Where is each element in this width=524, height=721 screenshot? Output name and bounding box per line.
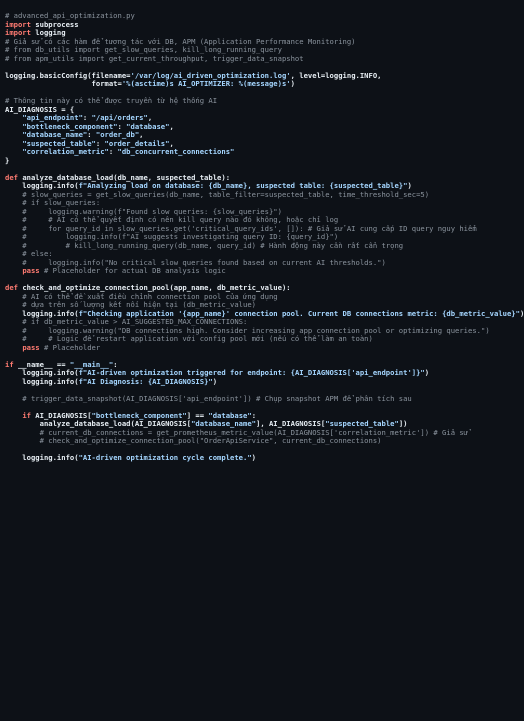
code-token-bold: logging.basicConfig(filename= xyxy=(5,70,131,80)
code-line xyxy=(5,21,479,30)
code-token-keyword: import xyxy=(5,28,36,37)
code-token-bold: } xyxy=(5,155,10,165)
code-line xyxy=(5,242,479,251)
code-token-string: "bottleneck_component" xyxy=(91,410,187,420)
code-token-comment: # Placeholder for actual DB analysis logic xyxy=(39,266,226,275)
code-token-keyword: def xyxy=(5,283,23,292)
code-line xyxy=(5,157,479,166)
code-token-comment: # # kill_long_running_query(db_name, query_id) # Hành động này cần rất cẩn trọng xyxy=(5,240,404,250)
code-line xyxy=(5,437,479,446)
code-token-bold: logging.info( xyxy=(5,453,79,462)
code-token-bold: ) xyxy=(424,368,430,377)
code-token-bold: format= xyxy=(5,79,122,88)
code-line xyxy=(5,395,479,404)
code-token-bold: , xyxy=(169,138,174,148)
code-token-comment: # logging.info("No critical slow queries found based on current AI thresholds.") xyxy=(5,257,386,267)
code-token-plain xyxy=(5,266,22,275)
code-token-comment: # if db_metric_value > AI_SUGGESTED_MAX_CONNECTIONS: xyxy=(5,317,248,326)
code-token-comment: # Placeholder xyxy=(39,342,101,352)
code-token-comment: # Giả sử có các hàm để tương tác với DB, APM (Application Performance Monitoring) xyxy=(5,36,356,46)
code-token-bold: ) xyxy=(407,181,412,190)
code-token-keyword: if xyxy=(5,359,18,369)
code-token-keyword: pass xyxy=(22,342,40,352)
code-token-bold: (db_name, suspected_table): xyxy=(113,172,231,182)
code-block[interactable] xyxy=(5,11,524,463)
code-token-bold: : xyxy=(82,113,92,122)
code-token-string: "database_name" xyxy=(191,419,256,428)
code-token-comment: # else: xyxy=(5,249,53,258)
code-token-bold: ) xyxy=(290,79,295,88)
code-token-comment: # # AI có thể quyết định có nên kill query nào đó không, hoặc chỉ log xyxy=(5,215,339,224)
code-token-string: f"Checking application '{app_name}' connection pool. Current DB connections metric: {db_metric_value}" xyxy=(78,308,520,318)
code-line xyxy=(5,97,479,106)
code-line xyxy=(5,55,479,64)
code-token-comment: # AI có thể đề xuất điều chỉnh connection pool của ứng dụng xyxy=(5,291,278,301)
code-token-bold: , xyxy=(169,121,174,131)
code-token-string: "database" xyxy=(208,410,252,420)
code-token-bold: : xyxy=(108,147,118,156)
code-token-string: "__main__" xyxy=(69,359,114,369)
code-token-comment: # trigger_data_snapshot(AI_DIAGNOSIS['api_endpoint']) # Chụp snapshot APM để phân tích sau xyxy=(5,393,412,403)
code-token-bold: ] == xyxy=(186,410,209,420)
code-token-bold: (app_name, db_metric_value): xyxy=(169,283,291,292)
code-token-bold: ) xyxy=(251,453,256,462)
code-token-string: "bottleneck_component" xyxy=(22,121,118,131)
code-token-comment: # dựa trên số lượng kết nối hiện tại (db_metric_value) xyxy=(5,300,256,309)
code-token-bold: AI_DIAGNOSIS = { xyxy=(5,104,75,114)
code-token-bold: analyze_database_load xyxy=(22,172,114,182)
code-token-bold: __name__ == xyxy=(17,359,70,369)
code-token-bold: : xyxy=(95,138,105,148)
code-token-bold: : xyxy=(117,121,127,131)
code-token-bold: ) xyxy=(212,376,218,386)
code-token-comment: # logging.warning(f"Found slow queries: {slow_queries}") xyxy=(5,206,282,216)
code-token-string: "database_name" xyxy=(22,130,88,139)
code-token-bold: logging.info( xyxy=(5,181,79,190)
code-token-string: "/api/orders" xyxy=(91,113,148,122)
code-token-string: "suspected_table" xyxy=(22,138,96,148)
code-token-bold: check_and_optimize_connection_pool xyxy=(22,283,170,292)
code-token-bold: ], AI_DIAGNOSIS[ xyxy=(256,419,326,428)
code-token-comment: # advanced_api_optimization.py xyxy=(5,11,135,20)
code-token-string: f"AI Diagnosis: {AI_DIAGNOSIS}" xyxy=(78,376,213,386)
code-token-string: '/var/log/ai_driven_optimization.log' xyxy=(130,70,291,80)
code-token-bold: logging.info( xyxy=(5,308,79,318)
code-token-bold: , xyxy=(139,130,144,139)
code-token-string: "db_concurrent_connections" xyxy=(117,147,235,156)
code-token-string: "order_db" xyxy=(95,130,140,139)
code-token-bold: , level=logging.INFO, xyxy=(290,70,382,80)
code-token-bold: logging.info( xyxy=(5,376,79,386)
code-token-keyword: def xyxy=(5,172,23,182)
code-token-bold: analyze_database_load(AI_DIAGNOSIS[ xyxy=(5,419,192,428)
code-line xyxy=(5,267,479,276)
code-token-comment: # for query_id in slow_queries.get('critical_query_ids', []): # Giả sử AI cung cấp ID query nguy hiểm xyxy=(5,223,477,233)
code-token-bold: ]) xyxy=(398,419,408,428)
code-token-bold: ) xyxy=(519,308,524,318)
code-token-keyword: if xyxy=(22,410,36,420)
code-token-comment: # # Logic để restart application với config pool mới (nếu có thể làm an toàn) xyxy=(5,334,373,343)
code-token-comment: # from db_utils import get_slow_queries, kill_long_running_query xyxy=(5,45,282,54)
code-token-string: "order_details" xyxy=(104,138,170,148)
code-token-comment: # logging.warning("DB connections high. Consider increasing app connection pool or optimizing queries.") xyxy=(5,325,490,335)
code-token-bold: : xyxy=(87,130,96,139)
code-token-bold: : xyxy=(251,410,257,420)
code-token-keyword: pass xyxy=(22,266,40,275)
code-token-bold: subprocess xyxy=(35,19,79,29)
code-line xyxy=(5,344,479,353)
code-token-comment: # current_db_connections = get_prometheus_metric_value(AI_DIAGNOSIS['correlation_metric']) # Giả sử xyxy=(5,427,469,437)
code-line xyxy=(5,378,479,387)
code-token-bold: logging.info( xyxy=(5,368,79,377)
code-line xyxy=(5,454,479,463)
code-token-string: "api_endpoint" xyxy=(22,113,83,122)
code-token-string: '%(asctime)s AI_OPTIMIZER: %(message)s' xyxy=(121,79,291,88)
code-token-bold: , xyxy=(147,113,153,122)
code-token-bold: logging xyxy=(35,28,66,37)
code-token-comment: # check_and_optimize_connection_pool("OrderApiService", current_db_connections) xyxy=(5,436,382,445)
code-token-string: "database" xyxy=(126,121,170,131)
code-token-string: "AI-driven optimization cycle complete." xyxy=(78,453,252,462)
code-token-comment: # if slow_queries: xyxy=(5,198,101,207)
code-token-string: "correlation_metric" xyxy=(22,147,109,156)
code-line xyxy=(5,80,479,89)
code-token-comment: # Thông tin này có thể được truyền từ hệ thống AI xyxy=(5,96,218,105)
code-token-plain xyxy=(5,343,22,352)
code-token-comment: # logging.info(f"AI suggests investigating query ID: {query_id}") xyxy=(5,232,339,241)
code-token-keyword: import xyxy=(5,19,36,29)
code-token-comment: # slow_queries = get_slow_queries(db_name, table_filter=suspected_table, time_threshold_sec=5) xyxy=(5,189,430,199)
code-line xyxy=(5,148,479,157)
code-token-string: "suspected_table" xyxy=(325,419,399,428)
code-token-bold: : xyxy=(113,359,118,369)
code-token-bold: AI_DIAGNOSIS[ xyxy=(35,410,92,420)
code-token-string: f"Analyzing load on database: {db_name}, suspected table: {suspected_table}" xyxy=(78,181,408,190)
code-token-comment: # from apm_utils import get_current_throughput, trigger_data_snapshot xyxy=(5,53,304,63)
code-token-string: f"AI-driven optimization triggered for endpoint: {AI_DIAGNOSIS['api_endpoint']}" xyxy=(78,368,425,377)
